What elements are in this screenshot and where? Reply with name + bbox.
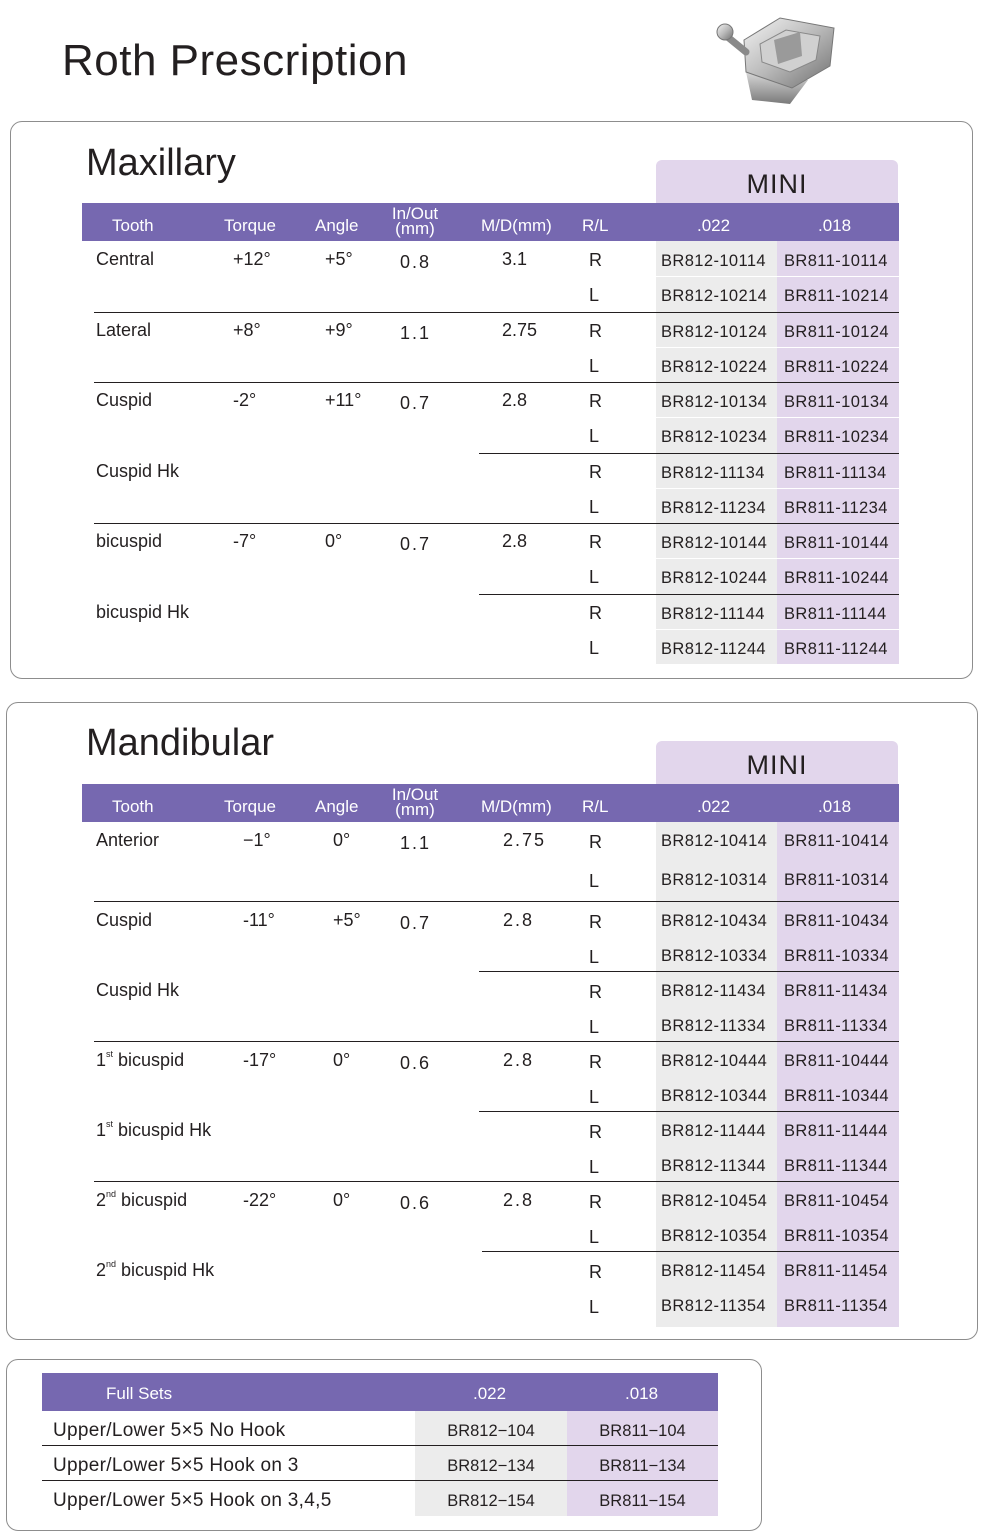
part-number-022: BR812-10144 [661, 534, 768, 552]
header-rl: R/L [582, 797, 609, 816]
tooth-angle: 0° [333, 1050, 351, 1070]
part-number-018: BR811-10334 [784, 947, 890, 965]
page-title: Roth Prescription [62, 36, 408, 85]
tooth-md: 3.1 [502, 249, 528, 269]
tooth-name [96, 1120, 211, 1141]
part-number-018: BR811-11144 [784, 604, 887, 623]
header-022: .022 [697, 216, 731, 235]
header-inout-line2: (mm) [395, 219, 435, 238]
part-number-018: BR811-11454 [784, 1262, 888, 1280]
tooth-ordinal-suffix: st [106, 1119, 114, 1129]
tooth-torque: -22° [243, 1190, 277, 1210]
tooth-inout: 0.8 [400, 252, 432, 272]
tooth-angle: +11° [325, 390, 362, 410]
rl-value: L [589, 1017, 600, 1037]
part-number-022: BR812-11134 [661, 463, 765, 482]
tooth-inout: 0.7 [400, 534, 432, 554]
part-number-018: BR811-11344 [784, 1157, 888, 1175]
full-set-part-018: BR811−154 [599, 1492, 686, 1510]
group-divider [479, 594, 899, 595]
part-number-018: BR811-10144 [784, 534, 890, 552]
part-number-018: BR811-11444 [784, 1122, 888, 1140]
tooth-inout: 1.1 [400, 322, 432, 343]
part-number-018: BR811-10244 [784, 569, 890, 588]
tooth-name [96, 980, 179, 1001]
tooth-torque: -7° [233, 531, 257, 551]
tooth-name: Cuspid Hk [96, 460, 180, 481]
full-set-part-022: BR812−134 [447, 1457, 535, 1475]
row-divider [656, 488, 899, 489]
part-number-022: BR812-10224 [661, 357, 768, 376]
tooth-name: Central [96, 249, 155, 269]
part-number-018: BR811-11234 [784, 498, 888, 517]
tooth-ordinal-suffix: st [106, 1049, 114, 1059]
tooth-torque: −1° [243, 830, 271, 850]
header-tooth: Tooth [112, 216, 154, 235]
group-divider [479, 453, 899, 454]
header-md: M/D(mm) [481, 216, 552, 235]
rl-value: R [589, 602, 602, 623]
tooth-inout: 1.1 [400, 833, 432, 853]
tooth-angle: +5° [325, 249, 353, 269]
tooth-name: bicuspid [96, 531, 163, 551]
tooth-angle: 0° [325, 531, 343, 551]
part-number-018: BR811-10114 [784, 252, 888, 270]
tooth-ordinal: 1 [96, 1120, 107, 1140]
part-number-018: BR811-11354 [784, 1297, 888, 1315]
header-torque: Torque [224, 216, 276, 235]
group-divider [94, 382, 899, 383]
tooth-label: bicuspid [116, 1190, 188, 1210]
part-number-022: BR812-10454 [661, 1192, 768, 1210]
rl-value: L [589, 355, 600, 376]
part-number-018: BR811-10124 [784, 322, 890, 341]
maxillary-mini-label: MINI [656, 160, 898, 203]
rl-value: L [589, 637, 600, 658]
tooth-name [96, 1190, 187, 1211]
part-number-022: BR812-11444 [661, 1122, 767, 1140]
rl-value: L [589, 871, 600, 891]
part-number-022: BR812-11344 [661, 1157, 767, 1175]
part-number-022: BR812-10334 [661, 947, 768, 965]
part-number-022: BR812-10344 [661, 1087, 768, 1105]
tooth-name [96, 830, 159, 851]
tooth-label: bicuspid Hk [116, 1260, 215, 1280]
tooth-md: 2.75 [502, 319, 538, 340]
rl-value: L [589, 1297, 600, 1317]
group-divider [94, 1041, 899, 1042]
tooth-md: 2.8 [502, 531, 528, 551]
group-divider [94, 523, 899, 524]
mandibular-header-row [82, 784, 899, 822]
part-number-018: BR811-10344 [784, 1087, 890, 1105]
tooth-torque: -17° [243, 1050, 277, 1070]
row-divider [656, 664, 899, 665]
group-divider [479, 1111, 899, 1112]
tooth-md: 2.8 [503, 1050, 535, 1070]
header-inout [386, 206, 444, 236]
part-number-022: BR812-11454 [661, 1262, 767, 1280]
rl-value: L [589, 285, 600, 306]
full-set-part-018: BR811−104 [599, 1422, 686, 1440]
bracket-image [716, 10, 842, 106]
header-022: .022 [697, 797, 731, 816]
rl-value: R [589, 320, 602, 341]
tooth-ordinal: 1 [96, 1050, 107, 1070]
part-number-022: BR812-10234 [661, 428, 768, 447]
part-number-022: BR812-11354 [661, 1297, 767, 1315]
maxillary-header-row [82, 203, 899, 241]
part-number-022: BR812-10414 [661, 832, 768, 850]
part-number-018: BR811-10414 [784, 832, 890, 850]
rl-value: R [589, 1262, 602, 1282]
full-set-label: Upper/Lower 5×5 Hook on 3,4,5 [53, 1490, 332, 1511]
group-divider [94, 901, 899, 902]
part-number-022: BR812-10354 [661, 1227, 768, 1245]
part-number-022: BR812-11234 [661, 498, 767, 517]
tooth-angle: +9° [325, 319, 353, 340]
group-divider [479, 971, 899, 972]
part-number-022: BR812-10314 [661, 871, 768, 889]
part-number-022: BR812-11244 [661, 639, 767, 658]
header-md: M/D(mm) [481, 797, 552, 816]
part-number-022: BR812-10134 [661, 393, 768, 411]
tooth-name [96, 1260, 214, 1281]
full-set-part-022: BR812−154 [447, 1492, 535, 1510]
part-number-018: BR811-11134 [784, 463, 887, 482]
rl-value: R [589, 461, 602, 482]
header-rl: R/L [582, 216, 609, 235]
rl-value: R [589, 1052, 602, 1072]
row-divider [656, 417, 899, 418]
full-set-divider [42, 1445, 718, 1446]
tooth-angle: +5° [333, 910, 361, 930]
tooth-inout: 0.6 [400, 1193, 432, 1213]
part-number-018: BR811-10454 [784, 1192, 890, 1210]
group-divider [482, 1251, 899, 1252]
tooth-md: 2.75 [503, 830, 547, 850]
tooth-inout: 0.7 [400, 393, 432, 413]
rl-value: R [589, 832, 602, 852]
tooth-label: Cuspid Hk [96, 980, 180, 1000]
rl-value: L [589, 426, 600, 447]
rl-value: R [589, 982, 602, 1002]
tooth-label: Cuspid [96, 910, 153, 930]
tooth-ordinal: 2 [96, 1260, 107, 1280]
part-number-018: BR811-10434 [784, 912, 890, 930]
header-018: .018 [818, 216, 852, 235]
tooth-torque: -11° [243, 910, 275, 930]
row-divider [656, 629, 899, 630]
part-number-018: BR811-10224 [784, 357, 890, 376]
rl-value: R [589, 912, 602, 932]
tooth-ordinal-suffix: nd [106, 1189, 117, 1199]
header-inout-line1: In/Out [391, 785, 439, 804]
part-number-022: BR812-10244 [661, 569, 768, 588]
part-number-022: BR812-10434 [661, 912, 768, 930]
rl-value: L [589, 1087, 600, 1107]
header-torque: Torque [224, 797, 276, 816]
rl-value: R [589, 1122, 602, 1142]
row-divider [656, 558, 899, 559]
group-divider [94, 1181, 899, 1182]
tooth-name: Lateral [96, 319, 152, 340]
tooth-md: 2.8 [502, 390, 528, 410]
part-number-022: BR812-10114 [661, 252, 767, 270]
rl-value: L [589, 947, 600, 967]
header-inout-line2: (mm) [395, 800, 435, 819]
header-018: .018 [818, 797, 852, 816]
part-number-018: BR811-11434 [784, 982, 888, 1000]
tooth-name [96, 910, 152, 931]
tooth-md: 2.8 [503, 1190, 535, 1210]
full-sets-header-018: .018 [625, 1384, 659, 1403]
tooth-inout: 0.6 [400, 1053, 432, 1073]
rl-value: L [589, 496, 600, 517]
mandibular-title: Mandibular [86, 722, 274, 764]
rl-value: R [589, 391, 602, 411]
rl-value: L [589, 1227, 600, 1247]
full-set-label: Upper/Lower 5×5 Hook on 3 [53, 1455, 299, 1476]
full-set-part-022: BR812−104 [447, 1422, 535, 1440]
part-number-018: BR811-10234 [784, 428, 890, 447]
rl-value: L [589, 567, 600, 588]
tooth-angle: 0° [333, 830, 351, 850]
row-divider [656, 347, 899, 348]
tooth-torque: +8° [233, 319, 261, 340]
tooth-ordinal: 2 [96, 1190, 107, 1210]
header-tooth: Tooth [112, 797, 154, 816]
full-set-label: Upper/Lower 5×5 No Hook [53, 1420, 286, 1441]
header-inout-line1: In/Out [391, 204, 439, 223]
part-number-022: BR812-11334 [661, 1017, 767, 1035]
full-set-part-018: BR811−134 [599, 1457, 686, 1475]
part-number-018: BR811-10354 [784, 1227, 890, 1245]
rl-value: L [589, 1157, 600, 1177]
tooth-torque: -2° [233, 390, 257, 410]
tooth-label: Anterior [96, 830, 160, 850]
mandibular-mini-label: MINI [656, 741, 898, 784]
part-number-022: BR812-11144 [661, 604, 765, 623]
part-number-022: BR812-11434 [661, 982, 767, 1000]
part-number-018: BR811-11334 [784, 1017, 888, 1035]
tooth-name: Cuspid [96, 390, 153, 410]
tooth-ordinal-suffix: nd [106, 1259, 117, 1269]
tooth-md: 2.8 [503, 910, 535, 930]
full-sets-header-label: Full Sets [106, 1384, 173, 1403]
part-number-022: BR812-10214 [661, 287, 768, 306]
row-divider [656, 276, 899, 277]
full-sets-header-022: .022 [473, 1384, 507, 1403]
tooth-torque: +12° [233, 249, 271, 269]
group-divider [94, 312, 899, 313]
rl-value: R [589, 1192, 602, 1212]
part-number-018: BR811-10214 [784, 287, 890, 306]
full-set-divider [42, 1480, 718, 1481]
part-number-018: BR811-11244 [784, 639, 888, 658]
tooth-angle: 0° [333, 1190, 351, 1210]
header-angle: Angle [315, 797, 359, 816]
part-number-018: BR811-10134 [784, 393, 890, 411]
tooth-inout: 0.7 [400, 913, 432, 933]
tooth-label: bicuspid [113, 1050, 185, 1070]
tooth-label: bicuspid Hk [113, 1120, 212, 1140]
part-number-018: BR811-10314 [784, 871, 890, 889]
part-number-018: BR811-10444 [784, 1052, 890, 1070]
header-angle: Angle [315, 216, 359, 235]
part-number-022: BR812-10444 [661, 1052, 768, 1070]
tooth-name [96, 1050, 184, 1071]
header-inout [386, 787, 444, 817]
maxillary-title: Maxillary [86, 142, 236, 184]
tooth-name: bicuspid Hk [96, 601, 190, 622]
rl-value: R [589, 532, 602, 552]
rl-value: R [589, 250, 602, 270]
full-sets-header-row [42, 1373, 718, 1411]
part-number-022: BR812-10124 [661, 322, 768, 341]
